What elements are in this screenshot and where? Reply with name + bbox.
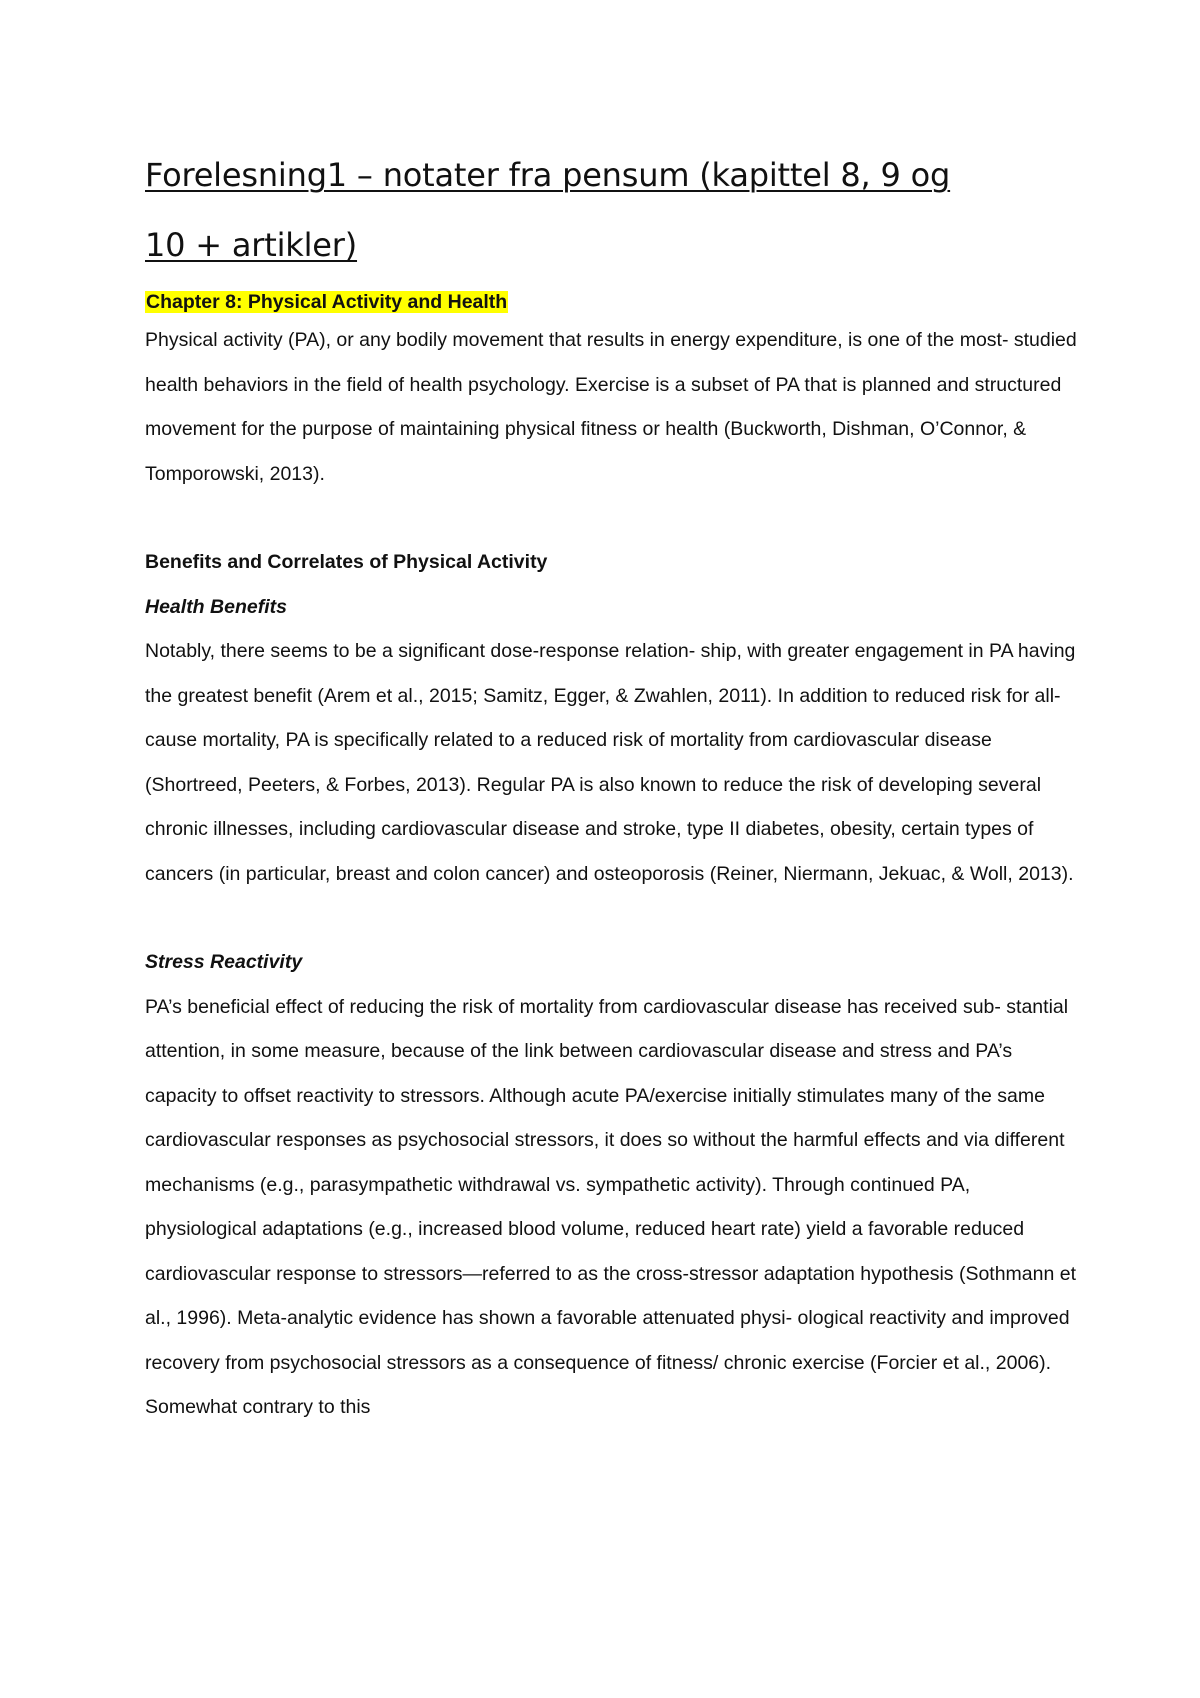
health-benefits-paragraph: Notably, there seems to be a significant dose-response relation- ship, with greater engagement in PA having the greatest benefit (Arem et al., 2015; Samitz, Egger, & Zwahlen, 2011). In addition to reduced risk for all-cause mortality, PA is specifically related to a reduced risk of mortality from cardiovascular disease (Shortreed, Peeters, & Forbes, 2013). Regular PA is also known to reduce the risk of developing several chronic illnesses, including cardiovascular disease and stroke, type II diabetes, obesity, certain types of cancers (in particular, breast and colon cancer) and osteoporosis (Reiner, Niermann, Jekuac, & Woll, 2013). [145, 640, 1076, 885]
blank-line [145, 896, 1080, 940]
stress-reactivity-paragraph: PA’s beneficial effect of reducing the risk of mortality from cardiovascular disease has received sub- stantial attention, in some measure, because of the link between cardiovascular disease and stress and PA’s capacity to offset reactivity to stressors. Although acute PA/exercise initially stimulates many of the same cardiovascular responses as psychosocial stressors, it does so without the harmful effects and via different mechanisms (e.g., parasympathetic withdrawal vs. sympathetic activity). Through continued PA, physiological adaptations (e.g., increased blood volume, reduced heart rate) yield a favorable reduced cardiovascular response to stressors—referred to as the cross-stressor adaptation hypothesis (Sothmann et al., 1996). Meta-analytic evidence has shown a favorable attenuated physi- ological reactivity and improved recovery from psychosocial stressors as a consequence of fitness/ chronic exercise (Forcier et al., 2006). Somewhat contrary to this [145, 995, 1077, 1418]
chapter-heading [145, 286, 1080, 318]
intro-paragraph: Physical activity (PA), or any bodily movement that results in energy expenditure, is one of the most- studied health behaviors in the field of health psychology. Exercise is a subset of PA that is planned and structured movement for the purpose of maintaining physical fitness or health (Buckworth, Dishman, O’Connor, & Tomporowski, 2013). [145, 329, 1077, 485]
health-benefits-heading: Health Benefits [145, 595, 287, 618]
section-heading: Benefits and Correlates of Physical Activity [145, 551, 548, 573]
document-body [145, 140, 1080, 1430]
document-title: Forelesning1 – notater fra pensum (kapittel 8, 9 og 10 + artikler) [145, 156, 951, 264]
blank-line [145, 496, 1080, 540]
stress-reactivity-heading: Stress Reactivity [145, 951, 303, 973]
chapter-heading-highlight: Chapter 8: Physical Activity and Health [146, 291, 508, 313]
